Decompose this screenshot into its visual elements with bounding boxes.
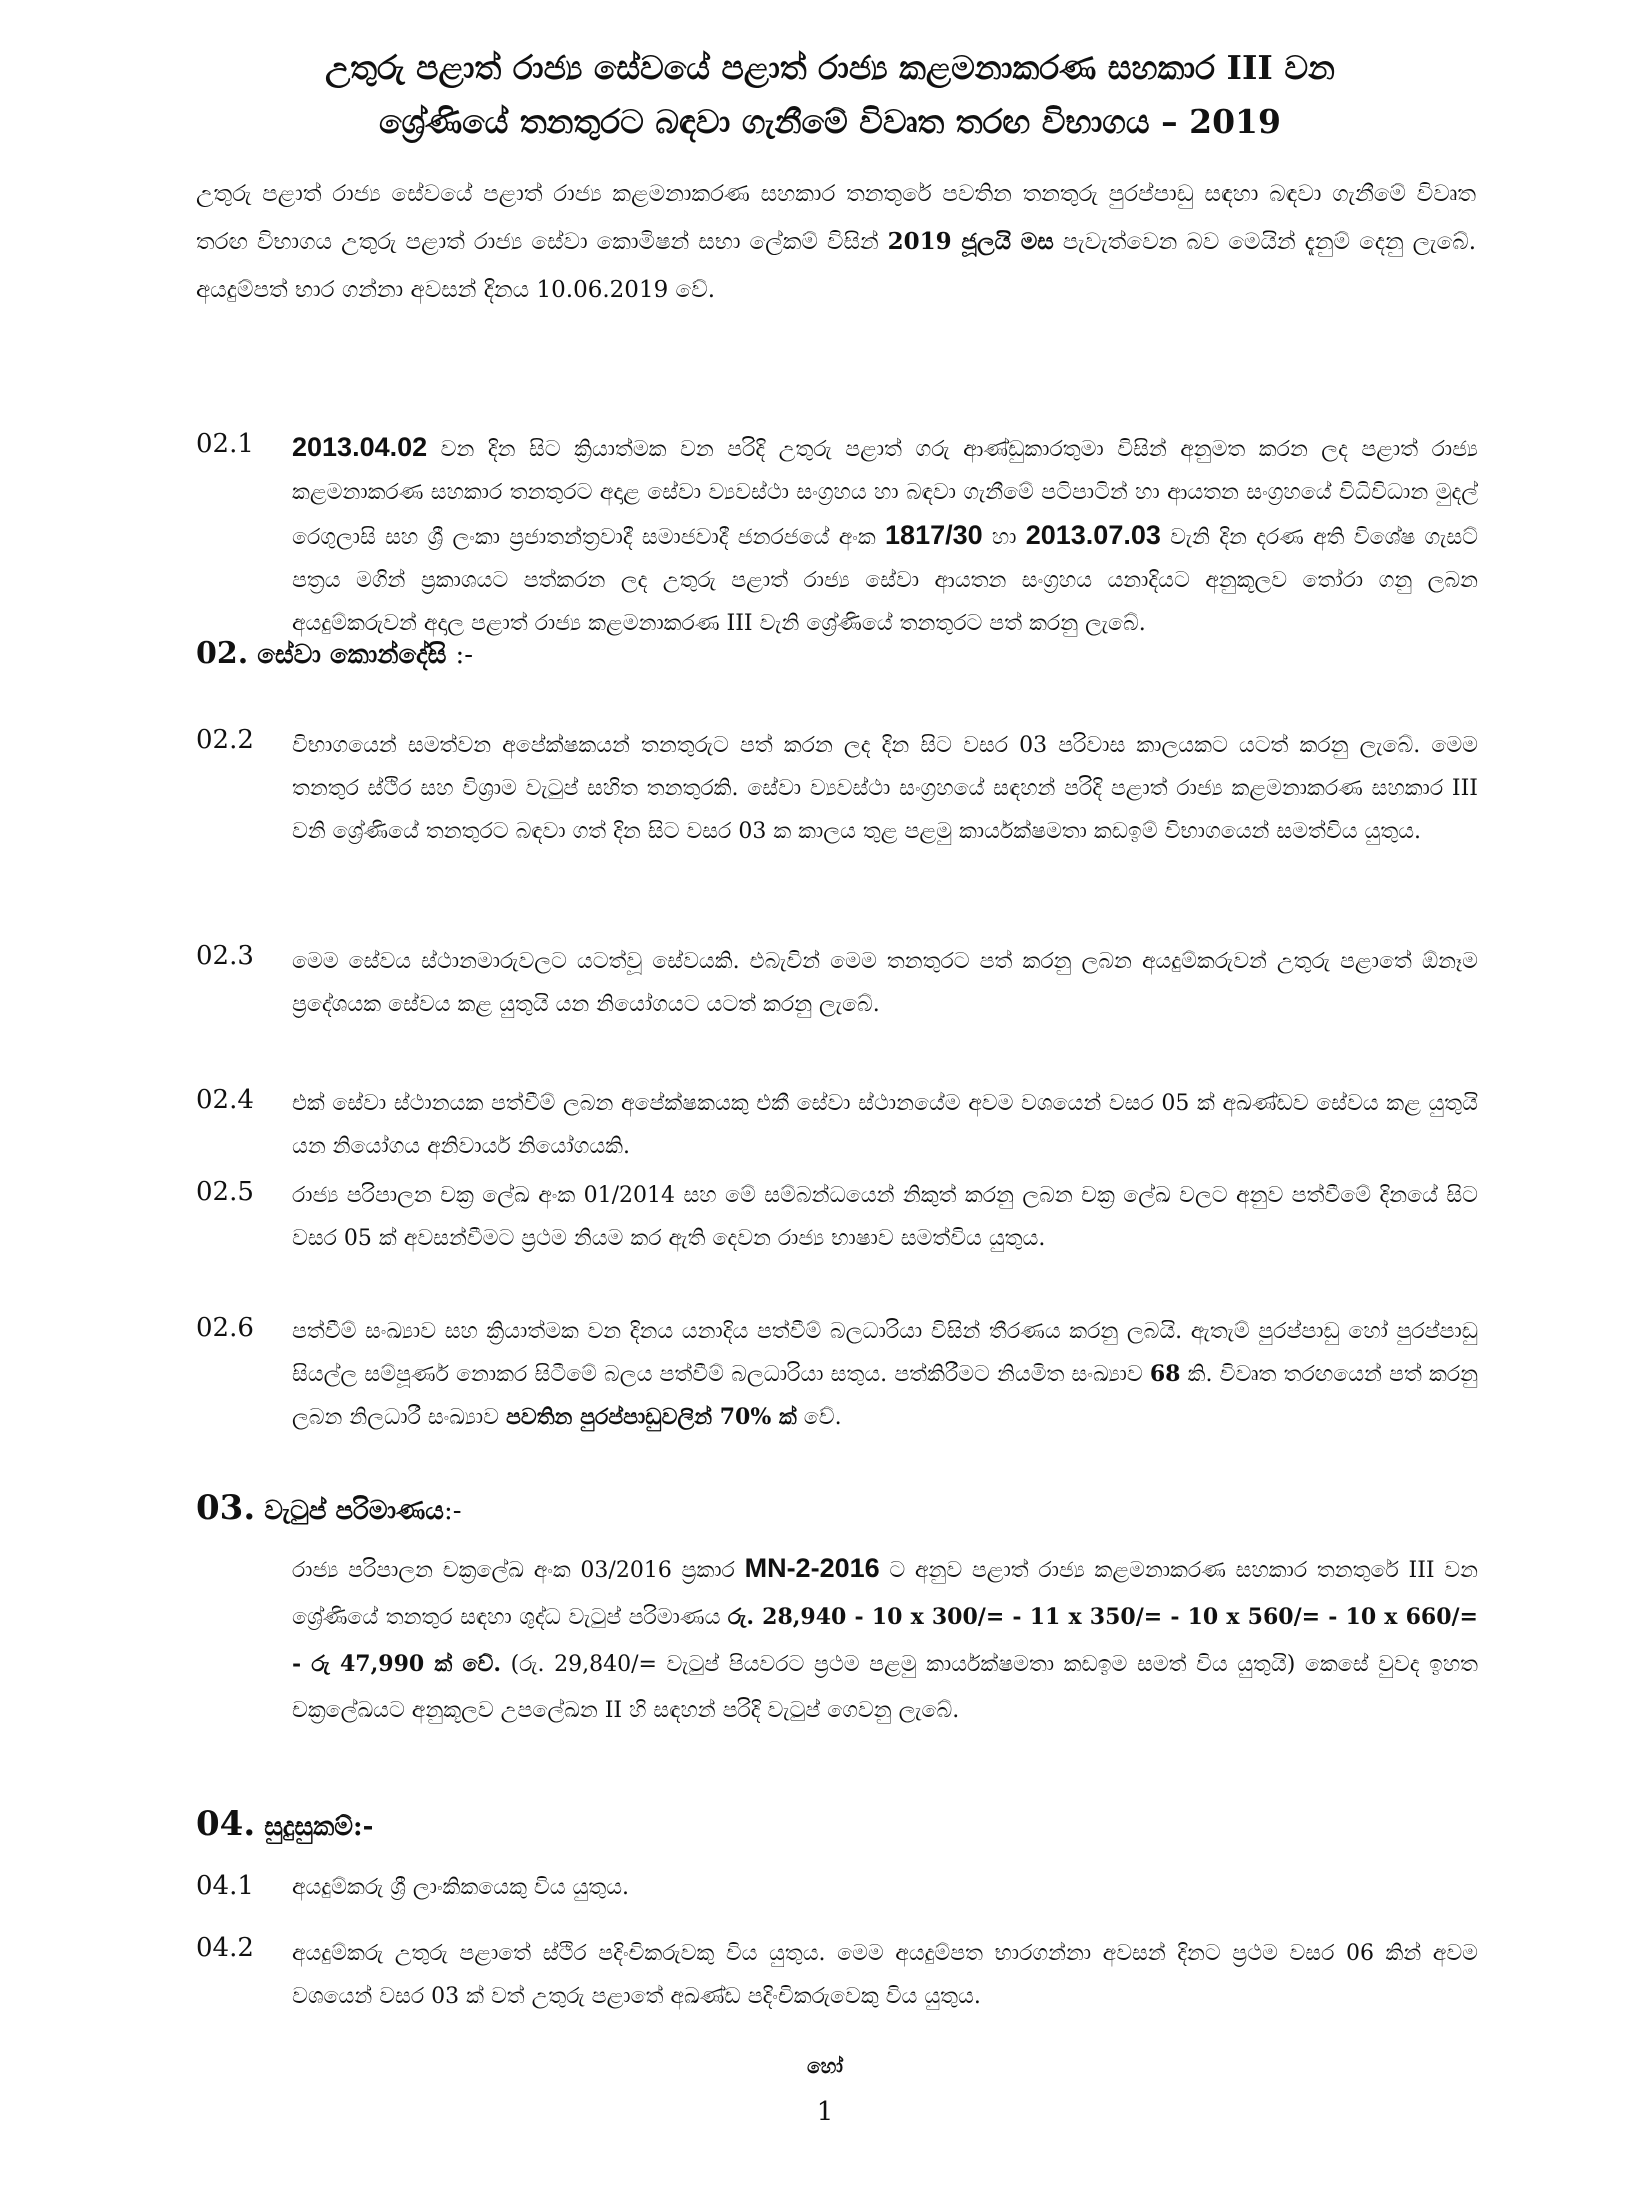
page-number: 1 (816, 2097, 834, 2127)
item-04-2-number: 04.2 (196, 1933, 254, 1963)
intro-paragraph (196, 170, 1476, 314)
document-title-line-1: උතුරු පළාත් රාජ්‍ය සේවයේ පළාත් රාජ්‍ය කළමනාකරණ සහකාර III වන (325, 48, 1335, 87)
section-02-number: 02. (196, 636, 249, 671)
section-04-title: සුදුසුකම් (264, 1812, 353, 1842)
item-04-1-text: අයදුම්කරු ශ්‍රී ලාංකිකයෙකු විය යුතුය. (292, 1875, 630, 1900)
intro-text-2: පැවැත්වෙන බව මෙයින් දැනුම් දෙනු ලැබේ. අයදුම්පත් භාර ගන්නා අවසන් දිනය 10.06.2019 වේ. (196, 229, 1477, 303)
item-02-5-text: රාජ්‍ය පරිපාලන චක්‍ර ලේඛ අංක 01/2014 සහ මේ සම්බන්ධයෙන් නිකුත් කරනු ලබන චක්‍ර ලේඛ වලට අනුව පත්වීමේ දිනයේ සිට වසර 05 ක් අවසන්වීමට ප්‍රථම නියම කර ඇති දෙවන රාජ්‍ය භාෂාව සමත්විය යුතුය. (292, 1183, 1478, 1251)
intro-exam-month: 2019 ජූලයි මස (887, 228, 1054, 255)
item-02-1-part-1: වන දින සිට ක්‍රියාත්මක වන පරිදි උතුරු පළාත් ගරු ආණ්ඩුකාරතුමා විසින් අනුමත කරන ලද පළාත් රාජ්‍ය කළමනාකරණ සහකාර තනතුරට අදාළ සේවා ව්‍යවස්ථා සංග්‍රහය හා බඳවා ගැනීමේ පටිපාටින් හා ආයතන සංග්‍රහයේ විධිවිධාන මුදල් රෙගුලාසි සහ ශ්‍රී ලංකා ප්‍රජාතන්ත්‍රවාදී සමාජවාදී ජනරජයේ අංක (292, 437, 1478, 550)
item-02-4-text: එක් සේවා ස්ථානයක පත්වීම් ලබන අපේක්ෂකයකු එකී සේවා ස්ථානයේම අවම වශයෙන් වසර 05 ක් අඛණ්ඩව සේවය කළ යුතුයි යන නියෝගය අනිවාර්ය නියෝගයකි. (292, 1091, 1478, 1159)
item-02-6-part-2: කි. විවෘත තරඟයෙන් පත් කරනු ලබන නිලධාරී සංඛ්‍යාව (292, 1362, 1478, 1430)
section-03-heading (196, 1488, 462, 1531)
intro-text-1: උතුරු පළාත් රාජ්‍ය සේවයේ පළාත් රාජ්‍ය කළමනාකරණ සහකාර තනතුරේ පවතින තනතුරු පුරප්පාඩු සඳහා බඳවා ගැනීමේ විවෘත තරඟ විභාගය උතුරු පළාත් රාජ්‍ය සේවා කොමිෂන් සභා ලේකම් විසින් (196, 181, 1476, 255)
item-04-1-number: 04.1 (196, 1871, 254, 1901)
item-02-6-percentage: පවතින පුරප්පාඩුවලින් 70% ක් (505, 1404, 797, 1430)
item-02-6-text (292, 1310, 1478, 1439)
section-04-suffix: :- (352, 1812, 374, 1842)
salary-text-3: (රු. 29,840/= වැටුප් පියවරට ප්‍රථම පළමු කාර්යක්ෂමතා කඩඉම සමත් විය යුතුයි) කෙසේ වුවද ඉහත චක්‍රලේඛයට අනුකූලව උපලේඛන II හි සඳහන් පරිදි වැටුප් ගෙවනු ලැබේ. (292, 1652, 1478, 1723)
item-02-3-text: මෙම සේවය ස්ථානමාරුවලට යටත්වූ සේවයකි. එබැවින් මෙම තනතුරට පත් කරනු ලබන අයදුම්කරුවන් උතුරු පළාතේ ඕනෑම ප්‍රදේශයක සේවය කළ යුතුයි යන නියෝගයට යටත් කරනු ලැබේ. (292, 949, 1478, 1017)
salary-text-2: ට අනුව පළාත් රාජ්‍ය කළමනාකරණ සහකාර තනතුරේ III වන ශ්‍රේණියේ තනතුර සඳහා ශුද්ධ වැටුප් පරිමාණය (292, 1558, 1478, 1630)
item-02-1-part-2: වැනි දින දරණ අති විශේෂ ගැසට් පත්‍රය මගින් ප්‍රකාශයට පත්කරන ලද උතුරු පළාත් රාජ්‍ය සේවා ආයතන සංග්‍රහය යනාදියට අනුකූලව තෝරා ගනු ලබන අයදුම්කරුවන් අදාල පළාත් රාජ්‍ය කළමනාකරණ III වැනි ශ්‍රේණියේ තනතුරට පත් කරනු ලැබේ. (292, 525, 1478, 636)
item-02-6-part-3: වේ. (803, 1405, 842, 1430)
item-02-1-gazette-number: 1817/30 (885, 520, 983, 550)
salary-circular-code: MN-2-2016 (744, 1553, 880, 1583)
item-02-2-number: 02.2 (196, 725, 254, 755)
section-03-number: 03. (196, 1488, 256, 1528)
salary-text-1: රාජ්‍ය පරිපාලන චක්‍රලේඛ අංක 03/2016 ප්‍රකාර (292, 1558, 735, 1583)
item-02-1-number: 02.1 (196, 429, 254, 459)
item-02-3-number: 02.3 (196, 941, 254, 971)
item-02-2-text: විභාගයෙන් සමත්වන අපේක්ෂකයන් තනතුරුට පත් කරන ලද දින සිට වසර 03 පරිවාස කාලයකට යටත් කරනු ලැබේ. මෙම තනතුර ස්ථිර සහ විශ්‍රාම වැටුප් සහිත තනතුරකි. සේවා ව්‍යවස්ථා සංග්‍රහයේ සඳහන් පරිදි පළාත් රාජ්‍ය කළමනාකරණ සහකාර III වනි ශ්‍රේණියේ තනතුරට බඳවා ගත් දින සිට වසර 03 ක කාලය තුළ පළමු කාර්යක්ෂමතා කඩඉම් විභාගයෙන් සමත්විය යුතුය. (292, 733, 1478, 844)
document-title-line-2: ශ්‍රේණියේ තනතුරට බඳවා ගැනීමේ විවෘත තරඟ විභාගය – 2019 (379, 102, 1281, 141)
section-04-number: 04. (196, 1804, 256, 1844)
section-04-heading (196, 1804, 373, 1847)
or-separator: හෝ (807, 2054, 843, 2078)
item-02-1-text (292, 426, 1478, 645)
item-02-1-gazette-date: 2013.07.03 (1025, 520, 1161, 550)
salary-scale-values: රු. 28,940 - 10 x 300/= - 11 x 350/= - 10 x 560/= - 10 x 660/= - රු 47,990 ක් වේ. (292, 1604, 1478, 1677)
item-02-1-conjunction: හා (991, 525, 1017, 550)
section-03-title: වැටුප් පරිමාණය (264, 1496, 444, 1526)
salary-scale-paragraph (292, 1545, 1478, 1734)
item-02-5-number: 02.5 (196, 1177, 254, 1207)
section-02-suffix: :- (455, 640, 474, 670)
item-04-2-text: අයදුම්කරු උතුරු පළාතේ ස්ථිර පදිංචිකරුවකු විය යුතුය. මෙම අයදුම්පත භාරගන්නා අවසන් දිනට ප්‍රථම වසර 06 කින් අවම වශයෙන් වසර 03 ක් වත් උතුරු පළාතේ අඛණ්ඩ පදිංචිකරුවෙකු විය යුතුය. (292, 1941, 1478, 2009)
item-02-6-part-1: පත්වීම් සංඛ්‍යාව සහ ක්‍රියාත්මක වන දිනය යනාදිය පත්වීම් බලධාරියා විසින් තීරණය කරනු ලබයි. ඇතැම් පුරප්පාඩු හෝ පුරප්පාඩු සියල්ල සම්පූර්ණ නොකර සිටීමේ බලය පත්වීම් බලධාරියා සතුය. පත්කිරීමට නියමිත සංඛ්‍යාව (292, 1319, 1478, 1387)
item-02-1-date: 2013.04.02 (292, 432, 428, 462)
item-02-4-number: 02.4 (196, 1085, 254, 1115)
item-02-6-number: 02.6 (196, 1313, 254, 1343)
section-03-suffix: :- (443, 1496, 462, 1526)
item-02-6-vacancy-count: 68 (1149, 1361, 1181, 1387)
section-02-title: සේවා කොන්දේසි (257, 640, 447, 670)
